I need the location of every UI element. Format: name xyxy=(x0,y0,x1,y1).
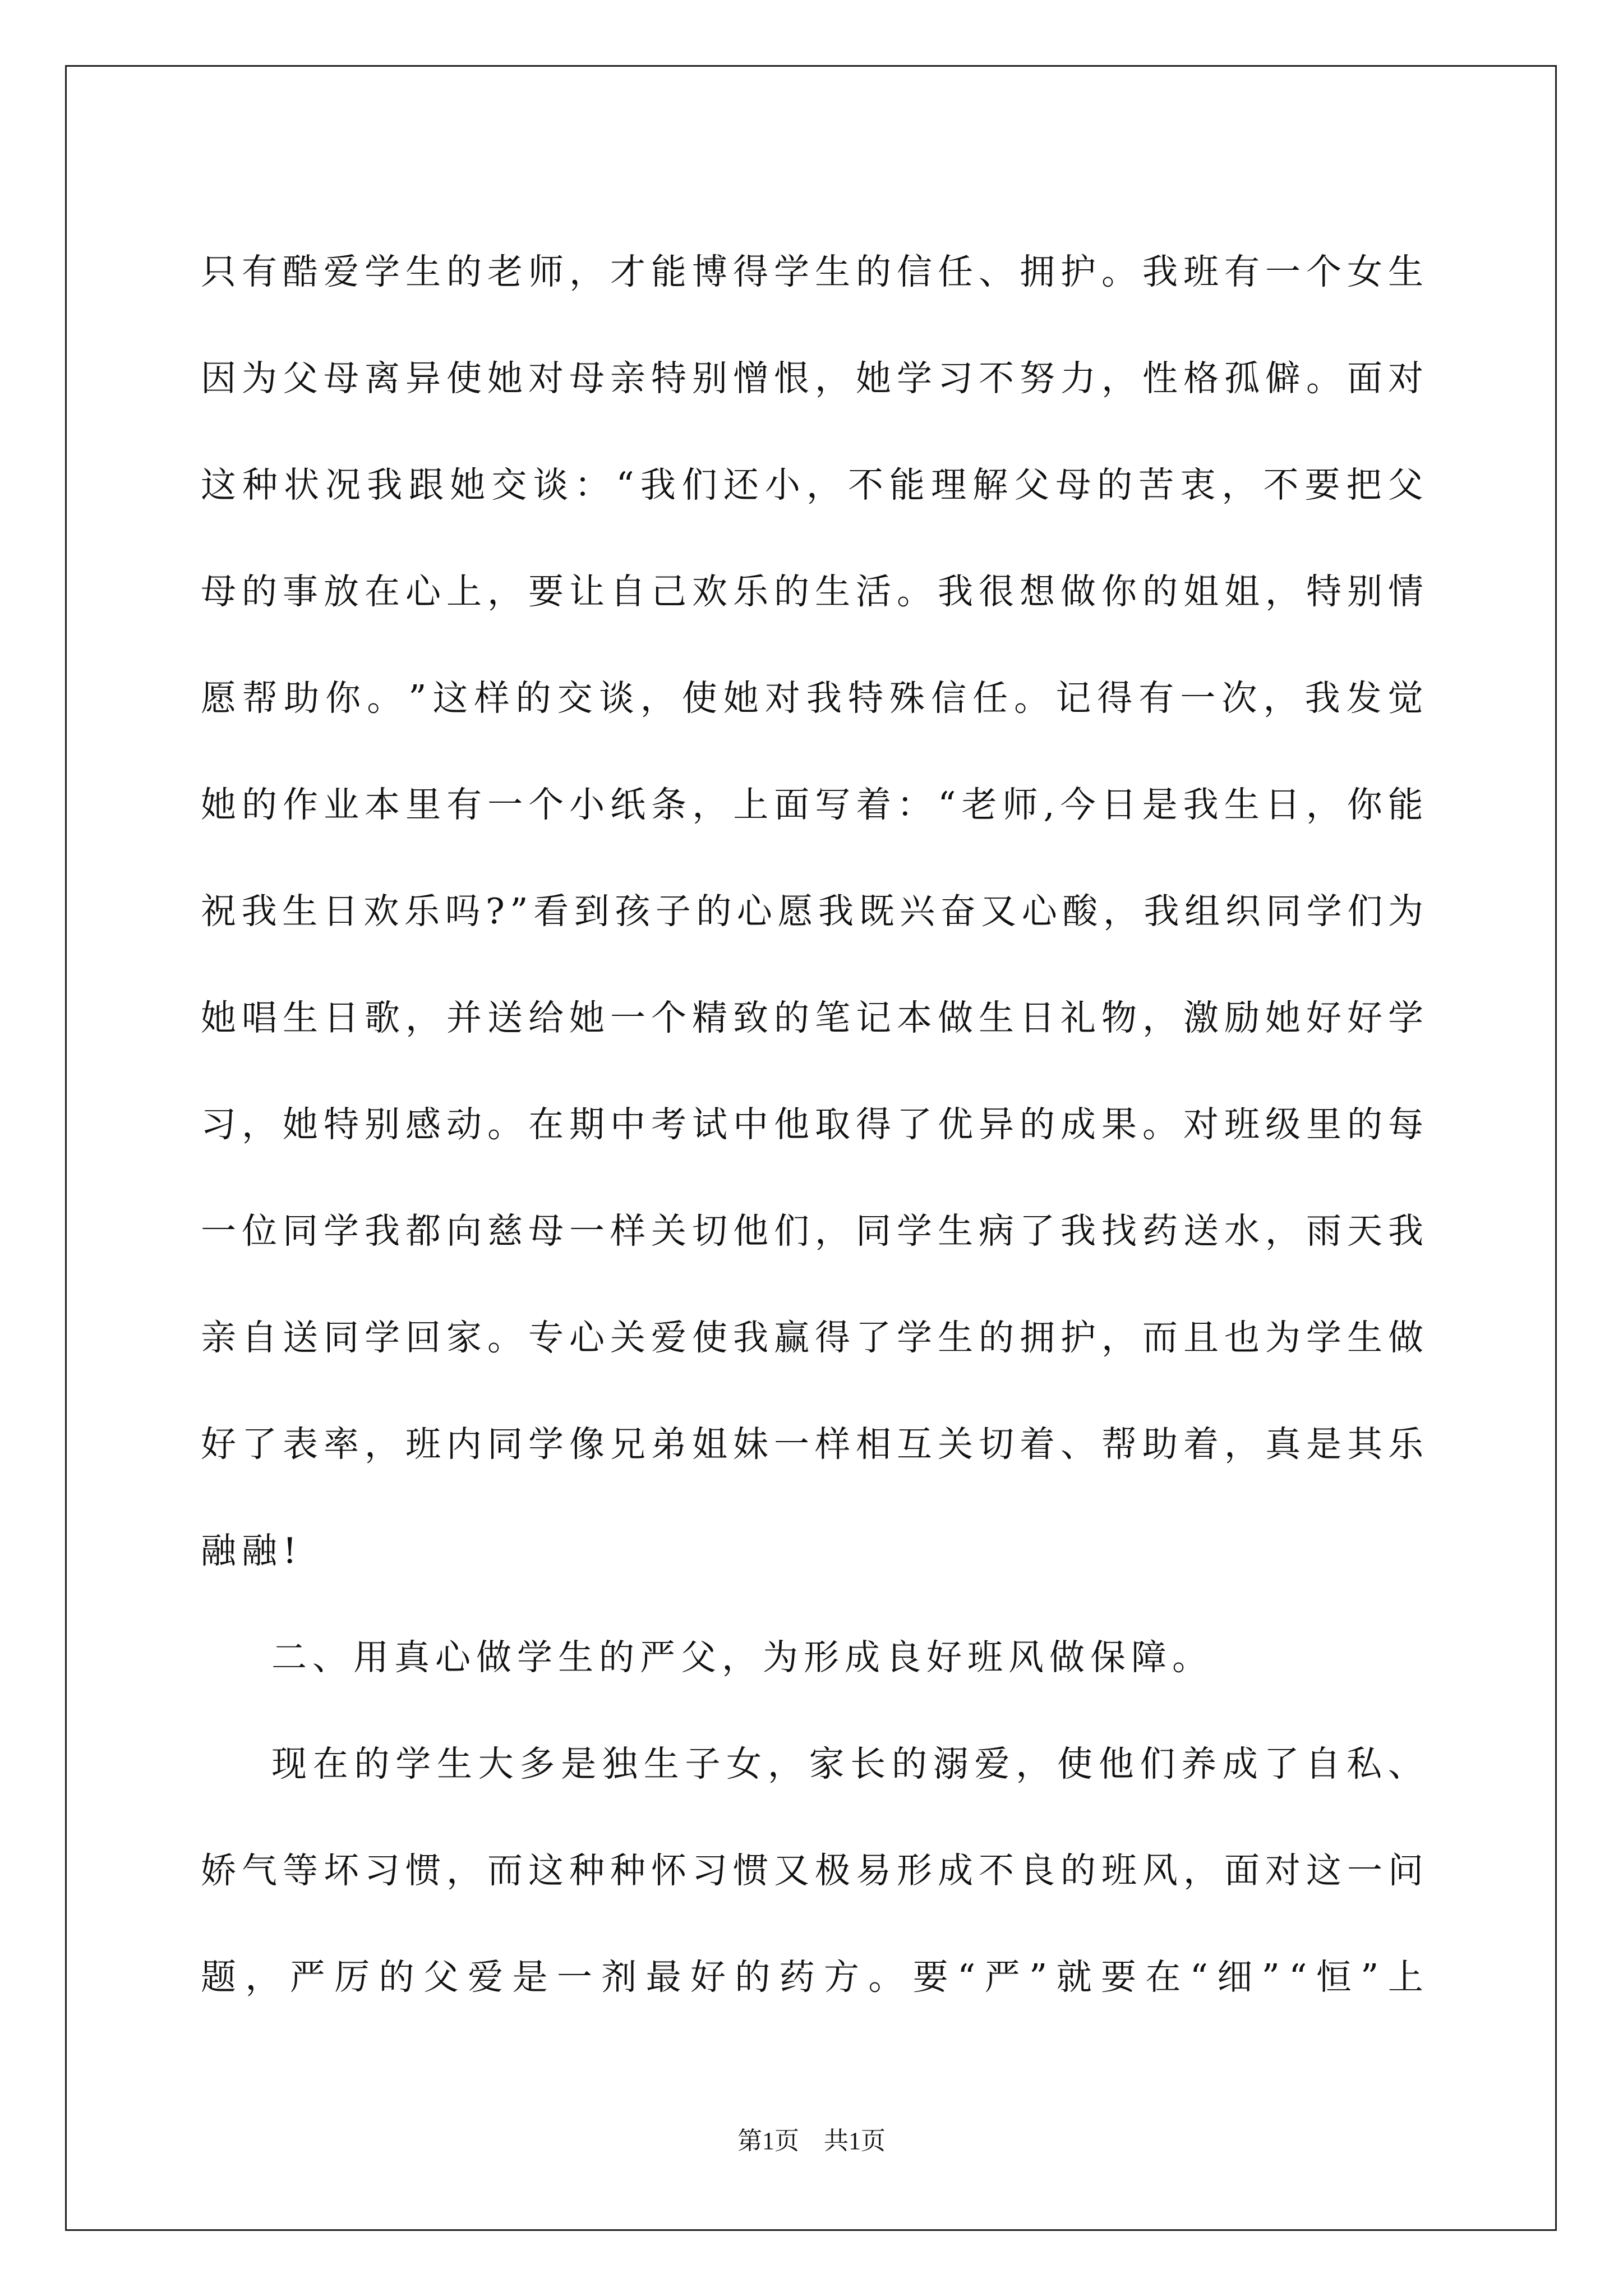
text-line: 融 融 ! xyxy=(201,1530,297,1571)
text-line: 题 ， 严 厉 的 父 爱 是 一 剂 最 好 的 药 方 。 要 “ 严 ” 就 要 在 “ 细 ” “ 恒 ” 上 xyxy=(201,1957,1423,1998)
text-line: 一 位 同 学 我 都 向 慈 母 一 样 关 切 他 们 ， 同 学 生 病 了 我 找 药 送 水 ， 雨 天 我 xyxy=(201,1211,1423,1251)
section-heading: 二 、 用 真 心 做 学 生 的 严 父 ， 为 形 成 良 好 班 风 做 保 障 。 xyxy=(271,1637,1207,1678)
page-footer: 第1页 共1页 xyxy=(737,2127,886,2155)
text-line: 母 的 事 放 在 心 上 ， 要 让 自 己 欢 乐 的 生 活 。 我 很 想 做 你 的 姐 姐 ， 特 别 情 xyxy=(201,571,1423,612)
text-line: 这 种 状 况 我 跟 她 交 谈 ： “ 我 们 还 小 ， 不 能 理 解 父 母 的 苦 衷 ， 不 要 把 父 xyxy=(201,464,1423,505)
text-line: 娇 气 等 坏 习 惯 ， 而 这 种 种 怀 习 惯 又 极 易 形 成 不 良 的 班 风 ， 面 对 这 一 问 xyxy=(201,1850,1423,1891)
text-line: 她 的 作 业 本 里 有 一 个 小 纸 条 ， 上 面 写 着 ： “ 老 师 , 今 日 是 我 生 日 ， 你 能 xyxy=(201,784,1423,825)
text-line: 愿 帮 助 你 。 ” 这 样 的 交 谈 ， 使 她 对 我 特 殊 信 任 。 记 得 有 一 次 ， 我 发 觉 xyxy=(201,678,1423,719)
text-line: 祝 我 生 日 欢 乐 吗 ? ” 看 到 孩 子 的 心 愿 我 既 兴 奋 又 心 酸 ， 我 组 织 同 学 们 为 xyxy=(201,891,1423,932)
text-line: 亲 自 送 同 学 回 家 。 专 心 关 爱 使 我 赢 得 了 学 生 的 拥 护 ， 而 且 也 为 学 生 做 xyxy=(201,1317,1423,1358)
text-line: 现 在 的 学 生 大 多 是 独 生 子 女 ， 家 长 的 溺 爱 ， 使 他 们 养 成 了 自 私 、 xyxy=(271,1743,1423,1784)
text-line: 好 了 表 率 ， 班 内 同 学 像 兄 弟 姐 妹 一 样 相 互 关 切 着 、 帮 助 着 ， 真 是 其 乐 xyxy=(201,1424,1423,1465)
text-line: 她 唱 生 日 歌 ， 并 送 给 她 一 个 精 致 的 笔 记 本 做 生 日 礼 物 ， 激 励 她 好 好 学 xyxy=(201,997,1423,1038)
text-line: 因 为 父 母 离 异 使 她 对 母 亲 特 别 憎 恨 ， 她 学 习 不 努 力 ， 性 格 孤 僻 。 面 对 xyxy=(201,358,1423,399)
text-line: 习 ， 她 特 别 感 动 。 在 期 中 考 试 中 他 取 得 了 优 异 的 成 果 。 对 班 级 里 的 每 xyxy=(201,1104,1423,1145)
text-line: 只 有 酷 爱 学 生 的 老 师 ， 才 能 博 得 学 生 的 信 任 、 拥 护 。 我 班 有 一 个 女 生 xyxy=(201,251,1423,292)
document-body xyxy=(201,219,1423,2031)
